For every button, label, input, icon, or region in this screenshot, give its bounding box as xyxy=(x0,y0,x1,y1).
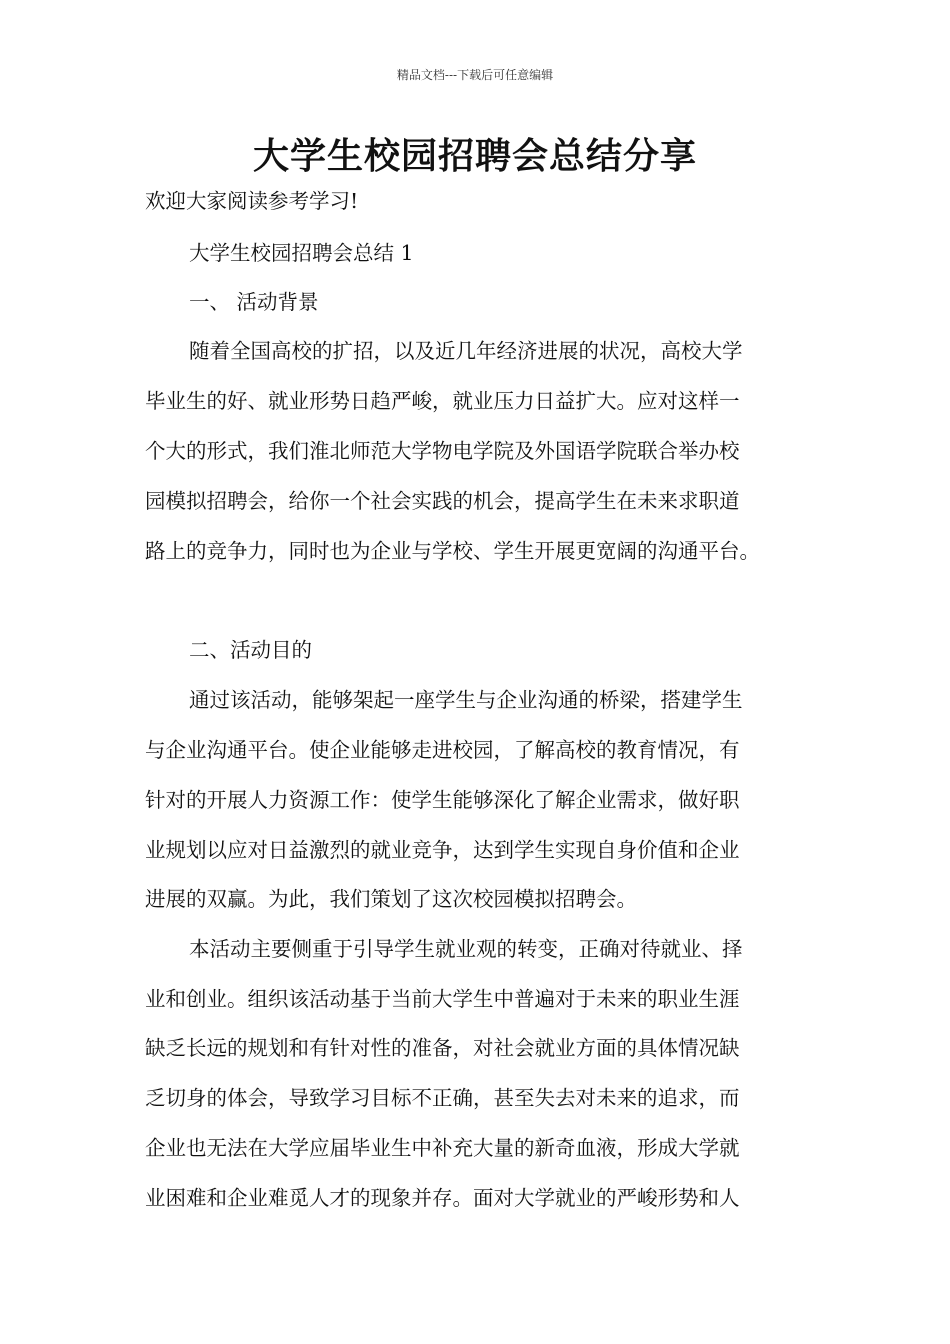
paragraph-line: 针对的开展人力资源工作：使学生能够深化了解企业需求，做好职 xyxy=(145,788,740,812)
paragraph-line: 进展的双赢。为此，我们策划了这次校园模拟招聘会。 xyxy=(145,887,637,911)
paragraph-line: 本活动主要侧重于引导学生就业观的转变，正确对待就业、择 xyxy=(189,937,743,961)
paragraph-line: 乏切身的体会，导致学习目标不正确，甚至失去对未来的追求，而 xyxy=(145,1086,740,1110)
paragraph-line: 企业也无法在大学应届毕业生中补充大量的新奇血液，形成大学就 xyxy=(145,1136,740,1160)
section-heading-summary-1: 大学生校园招聘会总结 1 xyxy=(189,241,414,265)
paragraph-line: 随着全国高校的扩招，以及近几年经济进展的状况，高校大学 xyxy=(189,339,743,363)
paragraph-line: 通过该活动，能够架起一座学生与企业沟通的桥梁，搭建学生 xyxy=(189,688,743,712)
intro-line: 欢迎大家阅读参考学习! xyxy=(145,189,359,213)
paragraph-line: 缺乏长远的规划和有针对性的准备，对社会就业方面的具体情况缺 xyxy=(145,1036,740,1060)
paragraph-line: 业规划以应对日益激烈的就业竞争，达到学生实现自身价值和企业 xyxy=(145,838,740,862)
paragraph-line: 个大的形式，我们淮北师范大学物电学院及外国语学院联合举办校 xyxy=(145,439,740,463)
paragraph-line: 与企业沟通平台。使企业能够走进校园，了解高校的教育情况，有 xyxy=(145,738,740,762)
paragraph-line: 毕业生的好、就业形势日趋严峻，就业压力日益扩大。应对这样一 xyxy=(145,389,740,413)
section-heading-purpose: 二、活动目的 xyxy=(189,638,312,662)
paragraph-line: 业困难和企业难觅人才的现象并存。面对大学就业的严峻形势和人 xyxy=(145,1186,740,1210)
document-title: 大学生校园招聘会总结分享 xyxy=(252,135,697,177)
header-note: 精品文档---下载后可任意编辑 xyxy=(396,68,554,82)
paragraph-line: 路上的竞争力，同时也为企业与学校、学生开展更宽阔的沟通平台。 xyxy=(145,539,760,563)
paragraph-line: 园模拟招聘会，给你一个社会实践的机会，提高学生在未来求职道 xyxy=(145,489,740,513)
paragraph-line: 业和创业。组织该活动基于当前大学生中普遍对于未来的职业生涯 xyxy=(145,987,740,1011)
section-heading-background: 一、 活动背景 xyxy=(189,290,319,314)
